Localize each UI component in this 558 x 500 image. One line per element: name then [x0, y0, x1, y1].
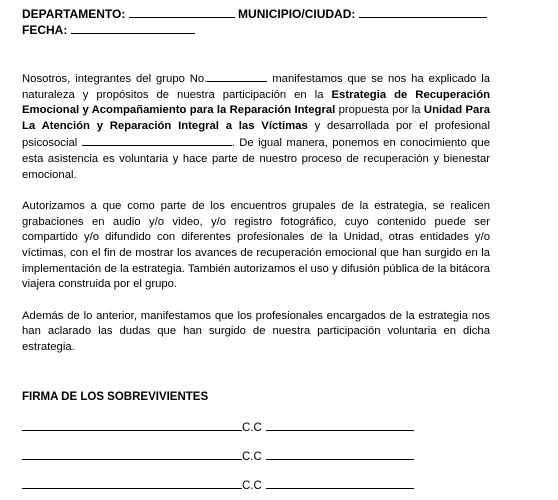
signature-field[interactable] [22, 419, 242, 431]
fecha-field[interactable] [71, 22, 195, 34]
strategy-name: Estrategia de Recuperación Emocional y Acompañamiento para la Reparación Integral [22, 88, 491, 117]
paragraph-clarification: Además de lo anterior, manifestamos que los profesionales encargados de la estrategia nos han aclarado las dudas que han surgido de nuestra participación voluntaria en dicha estrategia. [22, 309, 490, 353]
signature-row [22, 477, 490, 492]
paragraph-participation [22, 70, 490, 183]
group-number-field[interactable] [207, 70, 267, 82]
cc-label: C.C [242, 450, 262, 463]
departamento-label: DEPARTAMENTO: [22, 7, 126, 21]
cc-field[interactable] [266, 419, 414, 431]
signature-row [22, 448, 490, 463]
header-line-1 [22, 6, 490, 22]
signature-field[interactable] [22, 477, 242, 489]
p1-text-2: manifestamos que se nos ha explicado la naturaleza y propósitos de nuestra participación en la [22, 73, 491, 101]
p1-text-4: y desarrollada por el profesional psicosocial [22, 119, 490, 150]
municipio-label: MUNICIPIO/CIUDAD: [238, 7, 356, 21]
p1-text-3: propuesta por la [335, 104, 424, 117]
consent-document [22, 6, 490, 492]
header-line-2 [22, 22, 490, 38]
p1-text-5: . De igual manera, ponemos en conocimiento que esta asistencia es voluntaria y hace parte de nuestro proceso de recuperación y bienestar emocional. [22, 137, 490, 181]
signature-row [22, 419, 490, 434]
paragraph-authorization: Autorizamos a que como parte de los encuentros grupales de la estrategia, se realicen grabaciones en audio y/o video, y/o registro fotográfico, cuyo contenido puede ser compartido y/o difundido con diferentes profesionales de la Unidad, otras entidades y/o víctimas, con el fin de mostrar los avances de recuperación emocional que han surgido en la implementación de la estrategia. También autorizamos el uso y difusión pública de la bitácora viajera construida por el grupo. [22, 200, 490, 291]
departamento-field[interactable] [129, 6, 235, 18]
professional-field[interactable] [82, 134, 232, 146]
cc-field[interactable] [266, 477, 414, 489]
signature-field[interactable] [22, 448, 242, 460]
cc-label: C.C [242, 479, 262, 492]
p1-text-1: Nosotros, integrantes del grupo No. [22, 73, 208, 85]
cc-field[interactable] [266, 448, 414, 460]
cc-label: C.C [242, 421, 262, 434]
signatures-title: FIRMA DE LOS SOBREVIVIENTES [22, 390, 209, 403]
unit-name: Unidad Para La Atención y Reparación Integral a las Víctimas [22, 104, 490, 132]
fecha-label: FECHA: [22, 23, 68, 37]
municipio-field[interactable] [359, 6, 487, 18]
